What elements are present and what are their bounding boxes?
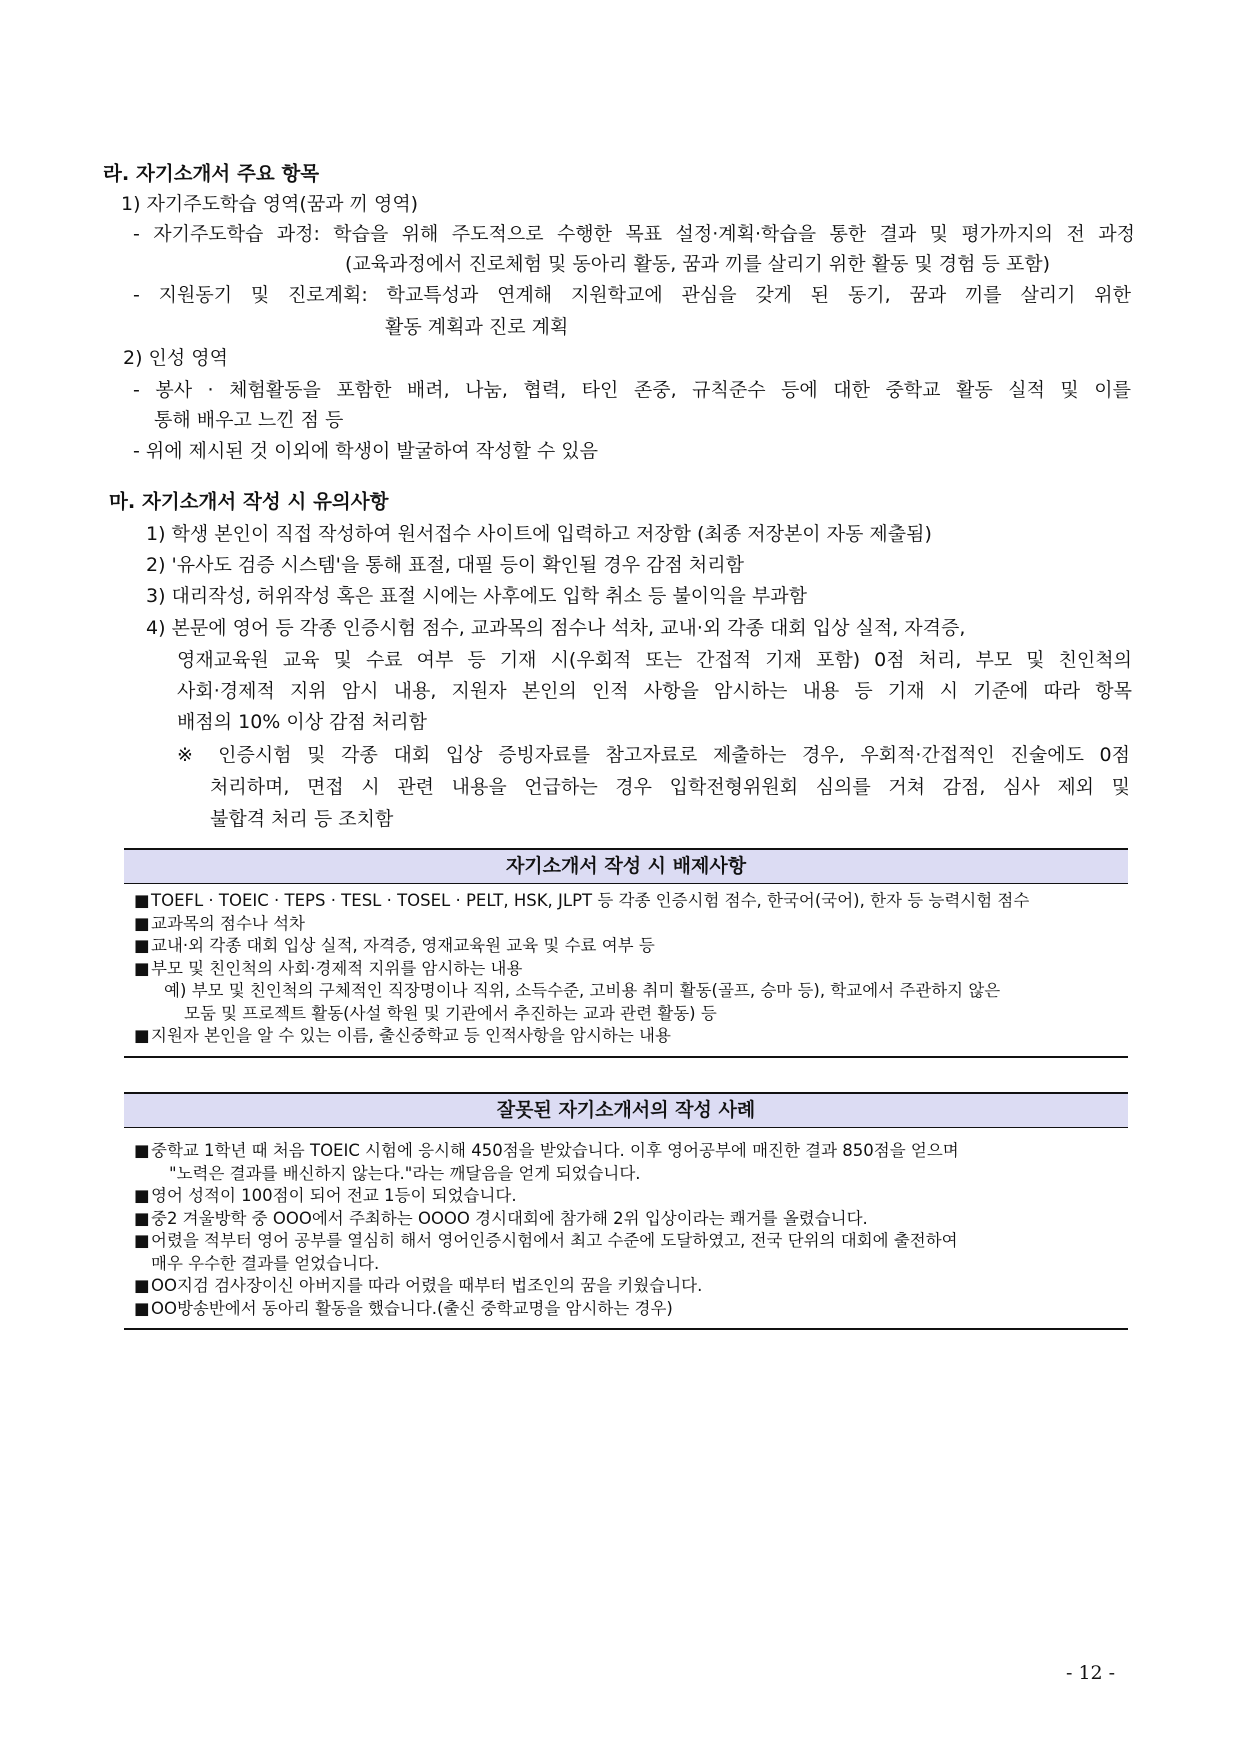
wrong-example-3: ■ 중2 겨울방학 중 OOO에서 주최하는 OOOO 경시대회에 참가해 2위 입상이라는 쾌거를 올렸습니다. xyxy=(134,1208,1118,1231)
square-bullet-icon: ■ xyxy=(134,1208,150,1228)
ma-item-3: 3) 대리작성, 허위작성 혹은 표절 시에는 사후에도 입학 취소 등 불이익을 부과함 xyxy=(146,585,807,607)
ma-note-line-3: 불합격 처리 등 조치함 xyxy=(210,808,394,830)
wrong-examples-box-body xyxy=(124,1128,1128,1328)
exclusion-item-1: ■ TOEFL · TOEIC · TEPS · TESL · TOSEL · PELT, HSK, JLPT 등 각종 인증시험 점수, 한국어(국어), 한자 등 능력시험 점수 xyxy=(134,890,1118,913)
wrong-example-4: ■ 어렸을 적부터 영어 공부를 열심히 해서 영어인증시험에서 최고 수준에 도달하였고, 전국 단위의 대회에 출전하여 xyxy=(134,1230,1118,1253)
page-number: - 12 - xyxy=(1066,1662,1116,1684)
wrong-example-6: ■ OO방송반에서 동아리 활동을 했습니다.(출신 중학교명을 암시하는 경우) xyxy=(134,1298,1118,1321)
ra-item-1-dash-1: - 자기주도학습 과정: 학습을 위해 주도적으로 수행한 목표 설정·계획·학습을 통한 결과 및 평가까지의 전 과정 xyxy=(133,223,1135,245)
ra-item-2-dash-1: - 봉사 · 체험활동을 포함한 배려, 나눔, 협력, 타인 존중, 규칙준수 등에 대한 중학교 활동 실적 및 이를 xyxy=(133,379,1131,401)
square-bullet-icon: ■ xyxy=(134,1026,150,1045)
square-bullet-icon: ■ xyxy=(134,936,150,955)
square-bullet-icon: ■ xyxy=(134,1276,150,1295)
section-ma-heading: 마. 자기소개서 작성 시 유의사항 xyxy=(109,490,389,513)
ra-item-1-dash-2-cont: 활동 계획과 진로 계획 xyxy=(385,316,569,338)
ra-item-2: 2) 인성 영역 xyxy=(123,347,228,369)
ra-item-2-dash-2: - 위에 제시된 것 이외에 학생이 발굴하여 작성할 수 있음 xyxy=(133,440,599,462)
wrong-example-1-cont: "노력은 결과를 배신하지 않는다."라는 깨달음을 얻게 되었습니다. xyxy=(169,1163,641,1183)
section-ra-heading: 라. 자기소개서 주요 항목 xyxy=(103,162,320,185)
exclusion-box-title: 자기소개서 작성 시 배제사항 xyxy=(124,848,1128,884)
exclusion-example-cont: 모둠 및 프로젝트 활동(사설 학원 및 기관에서 추진하는 교과 관련 활동) 등 xyxy=(184,1003,717,1023)
square-bullet-icon: ■ xyxy=(134,1141,150,1160)
square-bullet-icon: ■ xyxy=(134,1186,150,1205)
wrong-example-1: ■ 중학교 1학년 때 처음 TOEIC 시험에 응시해 450점을 받았습니다. 이후 영어공부에 매진한 결과 850점을 얻으며 xyxy=(134,1140,1118,1163)
wrong-example-2: ■ 영어 성적이 100점이 되어 전교 1등이 되었습니다. xyxy=(134,1185,1118,1208)
ma-item-2: 2) '유사도 검증 시스템'을 통해 표절, 대필 등이 확인될 경우 감점 처리함 xyxy=(146,554,744,576)
ma-item-4-line-2: 영재교육원 교육 및 수료 여부 등 기재 시(우회적 또는 간접적 기재 포함) 0점 처리, 부모 및 친인척의 xyxy=(177,649,1132,671)
exclusion-item-5: ■ 지원자 본인을 알 수 있는 이름, 출신중학교 등 인적사항을 암시하는 내용 xyxy=(134,1025,1118,1048)
exclusion-item-4: ■ 부모 및 친인척의 사회·경제적 지위를 암시하는 내용 xyxy=(134,958,1118,981)
ra-item-1-dash-2: - 지원동기 및 진로계획: 학교특성과 연계해 지원학교에 관심을 갖게 된 동기, 꿈과 끼를 살리기 위한 xyxy=(133,284,1131,306)
wrong-examples-box xyxy=(124,1092,1128,1330)
ra-item-1-dash-1-cont: (교육과정에서 진로체험 및 동아리 활동, 꿈과 끼를 살리기 위한 활동 및 경험 등 포함) xyxy=(345,253,1051,275)
wrong-example-5: ■ OO지검 검사장이신 아버지를 따라 어렸을 때부터 법조인의 꿈을 키웠습니다. xyxy=(134,1275,1118,1298)
ma-item-4-line-4: 배점의 10% 이상 감점 처리함 xyxy=(177,711,427,733)
exclusion-box-body xyxy=(124,884,1128,1056)
square-bullet-icon: ■ xyxy=(134,1231,150,1250)
ma-item-1: 1) 학생 본인이 직접 작성하여 원서접수 사이트에 입력하고 저장함 (최종 저장본이 자동 제출됨) xyxy=(146,523,932,545)
wrong-example-4-cont: 매우 우수한 결과를 얻었습니다. xyxy=(151,1253,380,1273)
exclusion-item-2: ■ 교과목의 점수나 석차 xyxy=(134,913,1118,936)
ma-item-4-line-3: 사회·경제적 지위 암시 내용, 지원자 본인의 인적 사항을 암시하는 내용 등 기재 시 기준에 따라 항목 xyxy=(177,680,1132,702)
square-bullet-icon: ■ xyxy=(134,958,150,978)
ma-note: ※ 인증시험 및 각종 대회 입상 증빙자료를 참고자료로 제출하는 경우, 우회적·간접적인 진술에도 0점 xyxy=(177,744,1130,766)
square-bullet-icon: ■ xyxy=(134,891,150,910)
exclusion-item-3: ■ 교내·외 각종 대회 입상 실적, 자격증, 영재교육원 교육 및 수료 여부 등 xyxy=(134,935,1118,958)
wrong-examples-box-title: 잘못된 자기소개서의 작성 사례 xyxy=(124,1092,1128,1128)
square-bullet-icon: ■ xyxy=(134,913,150,933)
ma-note-line-2: 처리하며, 면접 시 관련 내용을 언급하는 경우 입학전형위원회 심의를 거쳐 감점, 심사 제외 및 xyxy=(210,776,1130,798)
square-bullet-icon: ■ xyxy=(134,1298,150,1318)
ra-item-1: 1) 자기주도학습 영역(꿈과 끼 영역) xyxy=(121,193,419,215)
exclusion-box xyxy=(124,848,1128,1058)
exclusion-example: 예) 부모 및 친인척의 구체적인 직장명이나 직위, 소득수준, 고비용 취미 활동(골프, 승마 등), 학교에서 주관하지 않은 xyxy=(164,981,1001,1000)
ma-item-4: 4) 본문에 영어 등 각종 인증시험 점수, 교과목의 점수나 석차, 교내·외 각종 대회 입상 실적, 자격증, xyxy=(146,617,966,639)
ra-item-2-dash-1-cont: 통해 배우고 느낀 점 등 xyxy=(154,409,344,431)
